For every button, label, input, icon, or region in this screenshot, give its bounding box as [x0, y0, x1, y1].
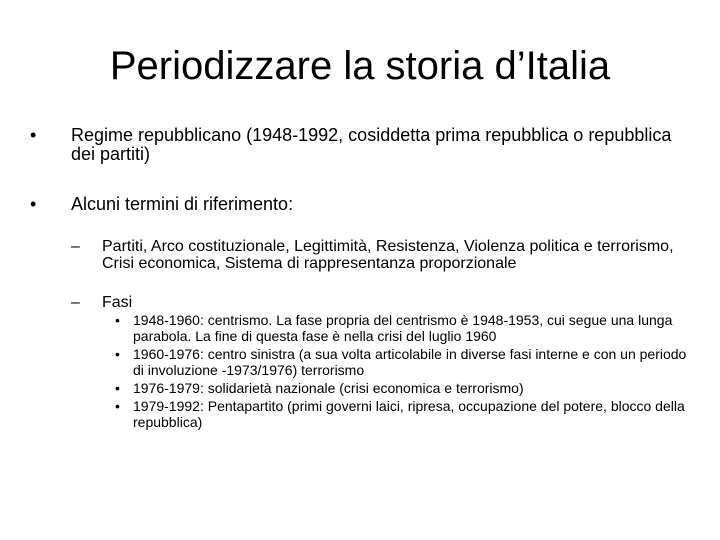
bullet-dot-icon: • — [115, 380, 120, 396]
subbullet-fasi — [30, 294, 690, 311]
bullet-text: Alcuni termini di riferimento: — [71, 194, 294, 214]
fase-text: 1976-1979: solidarietà nazionale (crisi economica e terrorismo) — [133, 380, 524, 396]
fase-item-1948 — [30, 312, 690, 344]
bullet-text: Regime repubblicano (1948-1992, cosiddetta prima repubblica o repubblica dei partiti) — [71, 125, 672, 164]
bullet-dot-icon: • — [30, 194, 37, 214]
bullet-regime — [30, 126, 690, 164]
subbullet-text: Fasi — [102, 294, 133, 311]
bullet-dot-icon: • — [115, 346, 120, 362]
fase-item-1960 — [30, 346, 690, 378]
fase-item-1976 — [30, 380, 690, 396]
bullet-dot-icon: • — [115, 312, 120, 328]
fase-text: 1960-1976: centro sinistra (a sua volta articolabile in diverse fasi interne e con un periodo di involuzione -1973/1976) terrorismo — [133, 346, 687, 378]
slide-title: Periodizzare la storia d’Italia — [109, 44, 611, 88]
subbullet-text: Partiti, Arco costituzionale, Legittimità, Resistenza, Violenza politica e terrorismo, Crisi economica, Sistema di rappresentanza proporzionale — [102, 238, 674, 272]
bullet-dot-icon: • — [30, 125, 37, 145]
subbullet-partiti — [30, 238, 690, 272]
slide-content — [30, 126, 690, 430]
fase-item-1979 — [30, 398, 690, 430]
fase-text: 1979-1992: Pentapartito (primi governi laici, ripresa, occupazione del potere, blocco della repubblica) — [133, 398, 685, 430]
dash-icon: – — [71, 294, 80, 311]
bullet-dot-icon: • — [115, 398, 120, 414]
fase-text: 1948-1960: centrismo. La fase propria del centrismo è 1948-1953, cui segue una lunga parabola. La fine di questa fase è nella crisi del luglio 1960 — [133, 312, 673, 344]
bullet-termini — [30, 195, 690, 214]
dash-icon: – — [71, 238, 80, 255]
